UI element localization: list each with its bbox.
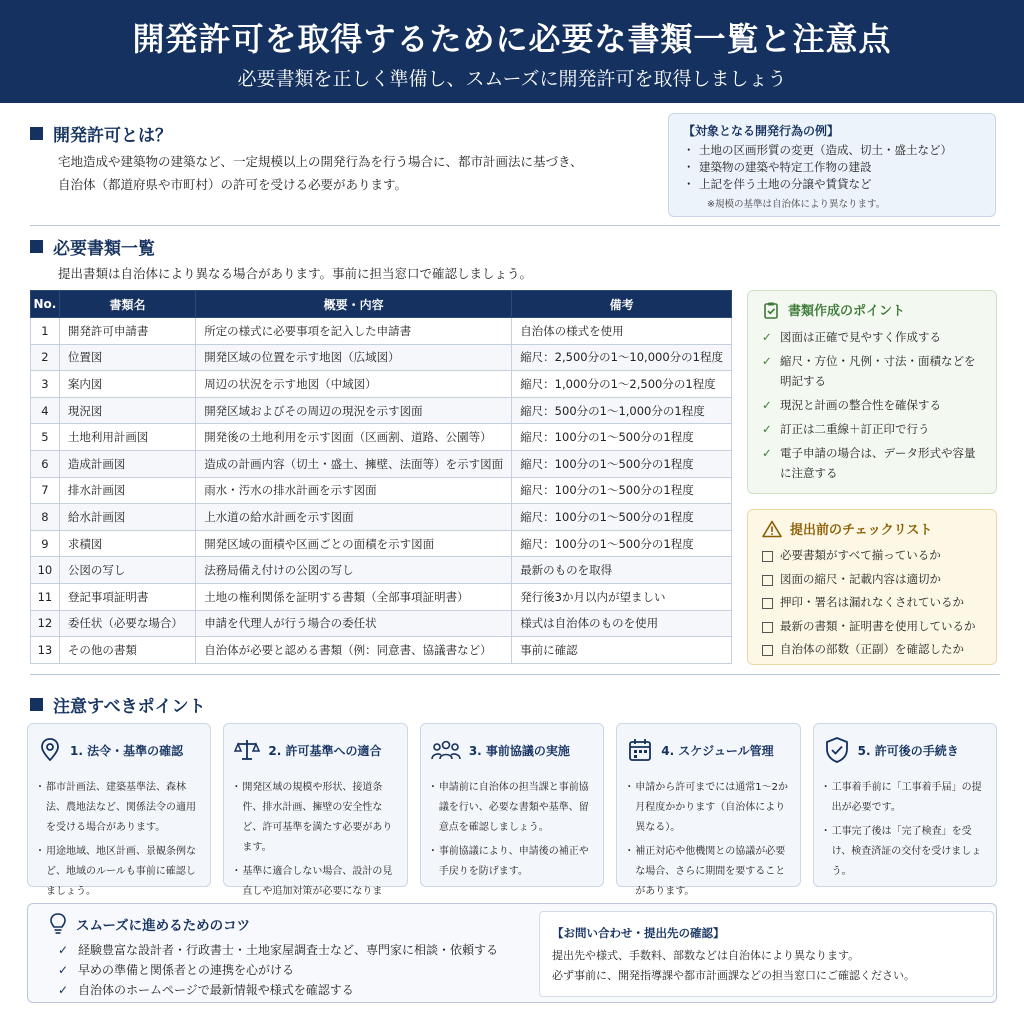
document-name: 排水計画図: [59, 477, 195, 504]
calendar-icon: [627, 737, 653, 763]
card-title-text: 1. 法令・基準の確認: [70, 743, 184, 758]
points-box-title: [762, 300, 982, 319]
row-number: 11: [31, 583, 60, 610]
checklist-item: 最新の書類・証明書を使用しているか: [762, 615, 982, 639]
document-summary: 造成の計画内容（切土・盛土、擁壁、法面等）を示す図面: [196, 450, 512, 477]
checklist-item: 必要書類がすべて揃っているか: [762, 544, 982, 568]
checklist-box-title: [762, 519, 982, 538]
caution-card-after-permit: [813, 723, 997, 887]
clipboard-check-icon: [762, 301, 780, 319]
tips-box: [27, 903, 997, 1003]
point-item: ✓ 電子申請の場合は、データ形式や容量に注意する: [762, 443, 982, 483]
column-header: No.: [31, 291, 60, 318]
table-row: [31, 557, 732, 584]
document-remarks: 縮尺：1,000分の1〜2,500分の1程度: [512, 371, 732, 398]
point-item: ✓ 現況と計画の整合性を確保する: [762, 395, 982, 415]
document-remarks: 縮尺：100分の1〜500分の1程度: [512, 424, 732, 451]
intro-line-1: 宅地造成や建築物の建築など、一定規模以上の開発行為を行う場合に、都市計画法に基づき、: [58, 154, 583, 169]
checklist-item: 図面の縮尺・記載内容は適切か: [762, 568, 982, 592]
card-title: [431, 736, 593, 764]
scale-balance-icon: [234, 737, 260, 763]
row-number: 2: [31, 344, 60, 371]
card-title-text: 4. スケジュール管理: [661, 743, 774, 758]
target-item: ・ 土地の区画形質の変更（造成、切土・盛土など）: [683, 142, 981, 159]
caution-card-schedule: [616, 723, 800, 897]
checklist-item: 押印・署名は漏れなくされているか: [762, 591, 982, 615]
column-header: 備考: [512, 291, 732, 318]
cautions-heading-text: 注意すべきポイント: [53, 697, 206, 717]
document-remarks: 縮尺：100分の1〜500分の1程度: [512, 477, 732, 504]
document-name: 開発許可申請書: [59, 318, 195, 345]
card-title-text: 3. 事前協議の実施: [468, 743, 570, 758]
document-remarks: 縮尺：100分の1〜500分の1程度: [512, 450, 732, 477]
document-name: その他の書類: [59, 637, 195, 664]
document-summary: 開発区域およびその周辺の現況を示す図面: [196, 397, 512, 424]
document-summary: 法務局備え付けの公図の写し: [196, 557, 512, 584]
document-remarks: 事前に確認: [512, 637, 732, 664]
location-pin-icon: [38, 737, 62, 763]
cautions-heading: [30, 692, 206, 717]
table-row: [31, 583, 732, 610]
table-header-row: [31, 291, 732, 318]
column-header: 書類名: [59, 291, 195, 318]
page-header: [0, 0, 1024, 103]
checklist-item: 自治体の部数（正副）を確認したか: [762, 638, 982, 662]
shield-check-icon: [824, 736, 850, 764]
row-number: 3: [31, 371, 60, 398]
docs-heading: [30, 234, 155, 259]
contact-title: 【お問い合わせ・提出先の確認】: [552, 926, 725, 940]
document-remarks: 自治体の様式を使用: [512, 318, 732, 345]
row-number: 12: [31, 610, 60, 637]
document-name: 給水計画図: [59, 504, 195, 531]
checklist-box-title-text: 提出前のチェックリスト: [790, 523, 933, 538]
card-item: ・ 申請前に自治体の担当課と事前協議を行い、必要な書類や基準、留意点を確認しましょう。: [431, 778, 593, 838]
caution-card-consultation: [420, 723, 604, 887]
points-box-title-text: 書類作成のポイント: [788, 304, 906, 319]
document-summary: 上水道の給水計画を示す図面: [196, 504, 512, 531]
warning-icon: [762, 520, 782, 538]
card-item: ・ 用途地域、地区計画、景観条例など、地域のルールも事前に確認しましょう。: [38, 842, 200, 902]
section-square-icon: [30, 698, 43, 711]
document-summary: 開発後の土地利用を示す図面（区画割、道路、公園等）: [196, 424, 512, 451]
target-item: ・ 上記を伴う土地の分譲や賃貸など: [683, 176, 981, 193]
table-row: [31, 424, 732, 451]
section-square-icon: [30, 240, 43, 253]
row-number: 13: [31, 637, 60, 664]
table-row: [31, 637, 732, 664]
row-number: 9: [31, 530, 60, 557]
card-item: ・ 申請から許可までには通常1〜2か月程度かかります（自治体により異なる）。: [627, 778, 789, 838]
document-remarks: 様式は自治体のものを使用: [512, 610, 732, 637]
document-name: 現況図: [59, 397, 195, 424]
documents-table: [30, 290, 732, 664]
lightbulb-icon: [48, 912, 68, 936]
document-name: 登記事項証明書: [59, 583, 195, 610]
document-name: 土地利用計画図: [59, 424, 195, 451]
table-row: [31, 504, 732, 531]
row-number: 5: [31, 424, 60, 451]
point-item: ✓ 図面は正確で見やすく作成する: [762, 327, 982, 347]
row-number: 1: [31, 318, 60, 345]
docs-heading-text: 必要書類一覧: [53, 239, 155, 259]
page-title: 開発許可を取得するために必要な書類一覧と注意点: [132, 20, 892, 58]
table-row: [31, 450, 732, 477]
document-summary: 開発区域の位置を示す地図（広域図）: [196, 344, 512, 371]
document-summary: 土地の権利関係を証明する書類（全部事項証明書）: [196, 583, 512, 610]
card-item: ・ 都市計画法、建築基準法、森林法、農地法など、関係法令の適用を受ける場合があります。: [38, 778, 200, 838]
document-remarks: 縮尺：100分の1〜500分の1程度: [512, 504, 732, 531]
tip-item: ✓ 経験豊富な設計者・行政書士・土地家屋調査士など、専門家に相談・依頼する: [48, 940, 538, 960]
caution-cards: [27, 723, 997, 897]
document-name: 求積図: [59, 530, 195, 557]
point-item: ✓ 縮尺・方位・凡例・寸法・面積などを明記する: [762, 351, 982, 391]
document-summary: 周辺の状況を示す地図（中域図）: [196, 371, 512, 398]
caution-card-laws: [27, 723, 211, 897]
tip-item: ✓ 早めの準備と関係者との連携を心がける: [48, 960, 538, 980]
tips-title-text: スムーズに進めるためのコツ: [76, 918, 251, 934]
documents-table-body: [31, 318, 732, 664]
target-item: ・ 建築物の建築や特定工作物の建設: [683, 159, 981, 176]
table-row: [31, 530, 732, 557]
row-number: 4: [31, 397, 60, 424]
document-summary: 申請を代理人が行う場合の委任状: [196, 610, 512, 637]
document-remarks: 縮尺：100分の1〜500分の1程度: [512, 530, 732, 557]
people-group-icon: [431, 738, 461, 762]
checklist-box: [747, 509, 997, 665]
document-remarks: 縮尺：2,500分の1〜10,000分の1程度: [512, 344, 732, 371]
table-row: [31, 318, 732, 345]
contact-box: [539, 911, 994, 997]
document-summary: 開発区域の面積や区画ごとの面積を示す図面: [196, 530, 512, 557]
tips-section: [48, 912, 538, 1000]
intro-line-2: 自治体（都道府県や市町村）の許可を受ける必要があります。: [58, 177, 408, 192]
point-item: ✓ 訂正は二重線＋訂正印で行う: [762, 419, 982, 439]
table-row: [31, 344, 732, 371]
document-summary: 自治体が必要と認める書類（例：同意書、協議書など）: [196, 637, 512, 664]
row-number: 10: [31, 557, 60, 584]
docs-intro: 提出書類は自治体により異なる場合があります。事前に担当窓口で確認しましょう。: [58, 266, 533, 281]
document-remarks: 縮尺：500分の1〜1,000分の1程度: [512, 397, 732, 424]
row-number: 6: [31, 450, 60, 477]
contact-line-2: 必ず事前に、開発指導課や都市計画課などの担当窓口にご確認ください。: [552, 969, 915, 982]
card-item: ・ 補正対応や他機関との協議が必要な場合、さらに期間を要することがあります。: [627, 842, 789, 902]
card-item: ・ 開発区域の規模や形状、接道条件、排水計画、擁壁の安全性など、許可基準を満たす必要があります。: [234, 778, 396, 858]
table-row: [31, 397, 732, 424]
document-name: 委任状（必要な場合）: [59, 610, 195, 637]
drafting-points-box: [747, 290, 997, 494]
tips-title: [48, 912, 538, 936]
table-row: [31, 477, 732, 504]
document-remarks: 発行後3か月以内が望ましい: [512, 583, 732, 610]
document-remarks: 最新のものを取得: [512, 557, 732, 584]
divider: [30, 225, 1000, 226]
card-item: ・ 工事完了後は「完了検査」を受け、検査済証の交付を受けましょう。: [824, 822, 986, 882]
card-title-text: 5. 許可後の手続き: [857, 743, 959, 758]
row-number: 8: [31, 504, 60, 531]
card-item: ・ 事前協議により、申請後の補正や手戻りを防げます。: [431, 842, 593, 882]
table-row: [31, 371, 732, 398]
card-title: [824, 736, 986, 764]
intro-text: [58, 150, 658, 196]
section-square-icon: [30, 127, 43, 140]
table-row: [31, 610, 732, 637]
intro-heading: [30, 121, 172, 146]
card-title: [38, 736, 200, 764]
target-box-note: ※規模の基準は自治体により異なります。: [707, 199, 886, 210]
tip-item: ✓ 自治体のホームページで最新情報や様式を確認する: [48, 980, 538, 1000]
divider: [30, 674, 1000, 675]
column-header: 概要・内容: [196, 291, 512, 318]
intro-heading-text: 開発許可とは？: [53, 126, 172, 146]
document-name: 位置図: [59, 344, 195, 371]
card-title: [234, 736, 396, 764]
card-title-text: 2. 許可基準への適合: [268, 743, 382, 758]
row-number: 7: [31, 477, 60, 504]
card-item: ・ 工事着手前に「工事着手届」の提出が必要です。: [824, 778, 986, 818]
document-summary: 所定の様式に必要事項を記入した申請書: [196, 318, 512, 345]
caution-card-standards: [223, 723, 407, 897]
page-subtitle: 必要書類を正しく準備し、スムーズに開発許可を取得しましょう: [237, 68, 787, 90]
contact-line-1: 提出先や様式、手数料、部数などは自治体により異なります。: [552, 949, 860, 962]
document-summary: 雨水・汚水の排水計画を示す図面: [196, 477, 512, 504]
document-name: 案内図: [59, 371, 195, 398]
target-box-title: 【対象となる開発行為の例】: [683, 124, 840, 138]
document-name: 造成計画図: [59, 450, 195, 477]
card-item: ・ 基準に適合しない場合、設計の見直しや追加対策が必要になりま: [234, 862, 396, 922]
document-name: 公図の写し: [59, 557, 195, 584]
target-examples-box: [668, 113, 996, 217]
card-title: [627, 736, 789, 764]
